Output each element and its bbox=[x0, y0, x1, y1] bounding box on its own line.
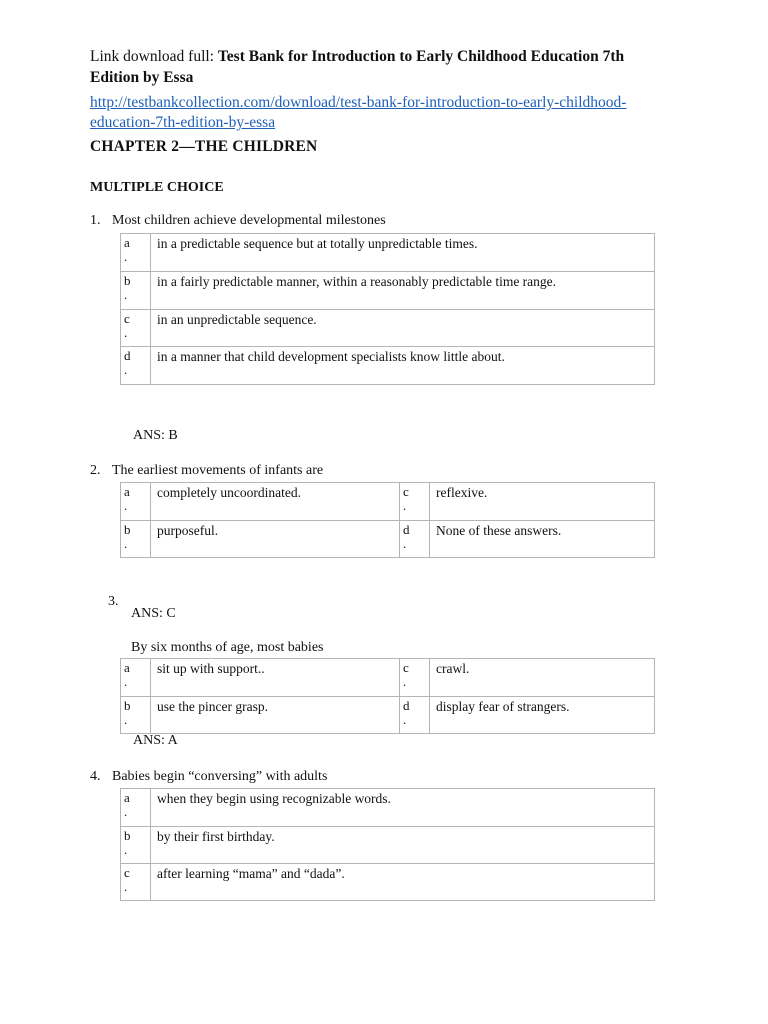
options-table-q1 bbox=[120, 233, 655, 385]
option-text: None of these answers. bbox=[430, 521, 655, 558]
option-letter: c . bbox=[400, 659, 430, 697]
option-text: after learning “mama” and “dada”. bbox=[151, 864, 655, 901]
option-letter: a . bbox=[121, 483, 151, 521]
option-text: sit up with support.. bbox=[151, 659, 400, 697]
question-text: Most children achieve developmental milestones bbox=[112, 213, 386, 228]
question-text: The earliest movements of infants are bbox=[112, 463, 324, 478]
option-letter: c . bbox=[121, 864, 151, 901]
answer-q2: ANS: C bbox=[131, 606, 176, 621]
option-text: in a fairly predictable manner, within a reasonably predictable time range. bbox=[151, 272, 655, 310]
title-line-2: Edition by Essa bbox=[90, 69, 194, 86]
option-text: crawl. bbox=[430, 659, 655, 697]
option-text: in an unpredictable sequence. bbox=[151, 310, 655, 347]
options-table-q4 bbox=[120, 788, 655, 901]
question-4 bbox=[90, 769, 327, 785]
option-text: by their first birthday. bbox=[151, 827, 655, 864]
option-letter: c . bbox=[121, 310, 151, 347]
option-letter: b . bbox=[121, 827, 151, 864]
question-text: Babies begin “conversing” with adults bbox=[112, 769, 328, 784]
option-letter: b . bbox=[121, 272, 151, 310]
option-text: completely uncoordinated. bbox=[151, 483, 400, 521]
options-table-q3 bbox=[120, 658, 655, 734]
question-number: 2. bbox=[90, 463, 101, 478]
section-heading: MULTIPLE CHOICE bbox=[90, 180, 224, 195]
question-number: 4. bbox=[90, 769, 101, 784]
option-letter: b . bbox=[121, 521, 151, 558]
option-row bbox=[121, 521, 655, 558]
option-row bbox=[121, 272, 655, 310]
question-1 bbox=[90, 213, 386, 229]
option-row bbox=[121, 234, 655, 272]
title-line-1: Test Bank for Introduction to Early Childhood Education 7th bbox=[217, 48, 625, 65]
option-letter: a . bbox=[121, 234, 151, 272]
option-letter: b . bbox=[121, 697, 151, 734]
option-text: in a manner that child development specialists know little about. bbox=[151, 347, 655, 385]
question-3-number: 3. bbox=[108, 594, 119, 609]
question-2 bbox=[90, 463, 323, 479]
option-row bbox=[121, 697, 655, 734]
option-letter: d . bbox=[400, 697, 430, 734]
answer-q3: ANS: A bbox=[133, 733, 178, 748]
title-prefix: Link download full: bbox=[90, 48, 218, 65]
option-text: reflexive. bbox=[430, 483, 655, 521]
question-number: 1. bbox=[90, 213, 101, 228]
option-text: display fear of strangers. bbox=[430, 697, 655, 734]
download-link[interactable] bbox=[90, 93, 626, 133]
document-title bbox=[90, 46, 624, 88]
option-text: in a predictable sequence but at totally unpredictable times. bbox=[151, 234, 655, 272]
option-row bbox=[121, 310, 655, 347]
option-row bbox=[121, 347, 655, 385]
answer-q1: ANS: B bbox=[133, 428, 178, 443]
option-row bbox=[121, 789, 655, 827]
download-link-line-1[interactable]: http://testbankcollection.com/download/test-bank-for-introduction-to-early-childhood- bbox=[90, 94, 627, 111]
option-text: purposeful. bbox=[151, 521, 400, 558]
option-letter: a . bbox=[121, 659, 151, 697]
option-row bbox=[121, 864, 655, 901]
option-letter: a . bbox=[121, 789, 151, 827]
option-text: when they begin using recognizable words. bbox=[151, 789, 655, 827]
question-3-text: By six months of age, most babies bbox=[131, 640, 324, 655]
option-row bbox=[121, 827, 655, 864]
option-letter: d . bbox=[121, 347, 151, 385]
option-text: use the pincer grasp. bbox=[151, 697, 400, 734]
option-letter: c . bbox=[400, 483, 430, 521]
chapter-heading: CHAPTER 2—THE CHILDREN bbox=[90, 138, 318, 155]
option-letter: d . bbox=[400, 521, 430, 558]
download-link-line-2[interactable]: education-7th-edition-by-essa bbox=[90, 114, 276, 131]
option-row bbox=[121, 483, 655, 521]
options-table-q2 bbox=[120, 482, 655, 558]
option-row bbox=[121, 659, 655, 697]
